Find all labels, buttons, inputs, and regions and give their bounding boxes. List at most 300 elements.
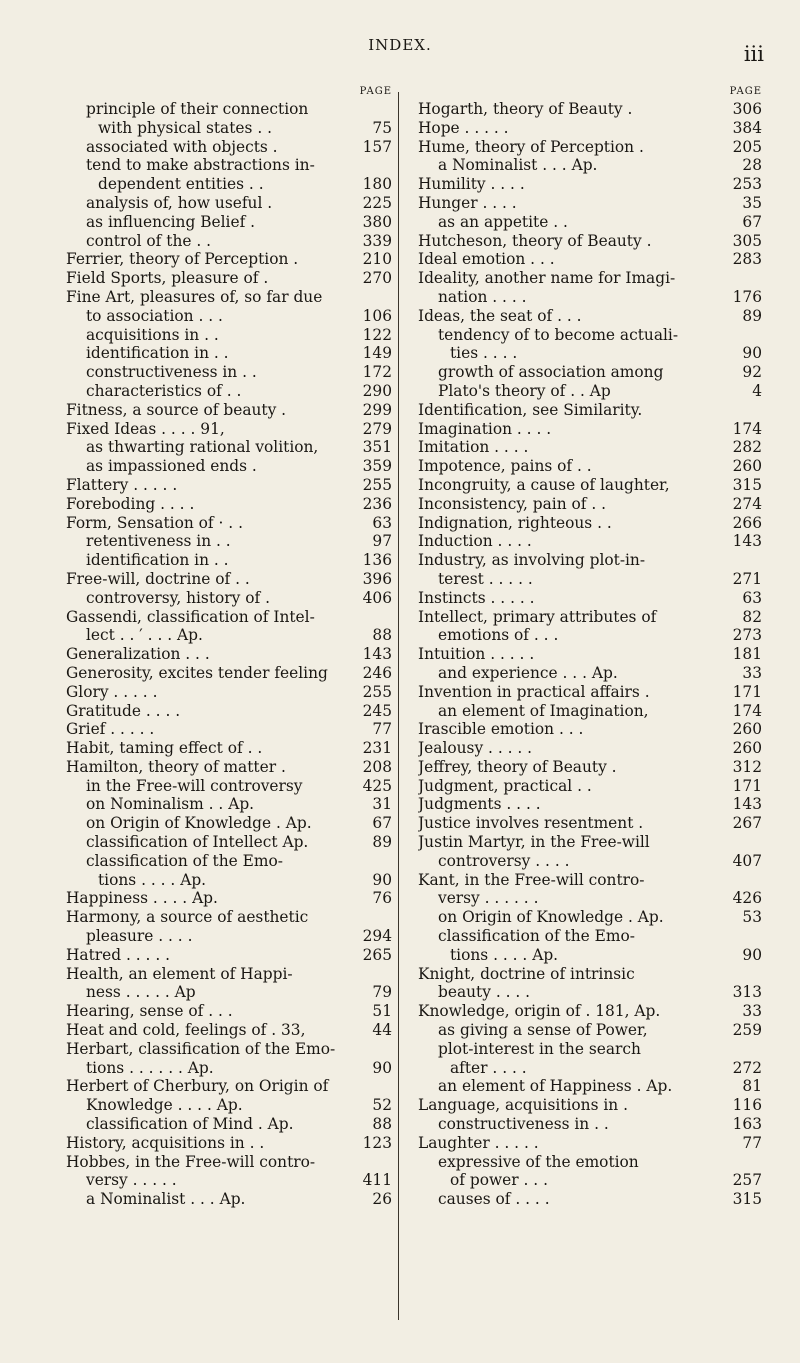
entry-text: Humility . . . . (418, 175, 525, 194)
entry-text: Fine Art, pleasures of, so far due (66, 287, 323, 306)
index-entry (418, 213, 762, 232)
entry-page: 231 (362, 739, 392, 758)
index-entry (418, 119, 762, 138)
entry-text: analysis of, how useful . (86, 193, 273, 212)
entry-text: Grief . . . . . (66, 720, 155, 739)
entry-text: Field Sports, pleasure of . (66, 269, 269, 288)
index-entry (66, 288, 392, 307)
entry-text: Heat and cold, feelings of . 33, (66, 1021, 306, 1040)
entry-text: causes of . . . . (438, 1190, 550, 1209)
entry-text: to association . . . (86, 306, 223, 325)
index-entry (66, 758, 392, 777)
entry-page: 4 (752, 381, 762, 400)
entry-text: Glory . . . . . (66, 682, 158, 701)
index-entry (418, 156, 762, 175)
entry-text: Jealousy . . . . . (418, 739, 533, 758)
entry-page: 163 (732, 1115, 762, 1134)
entry-text: on Origin of Knowledge . Ap. (438, 908, 664, 927)
entry-page: 77 (372, 720, 392, 739)
entry-text: Laughter . . . . . (418, 1133, 539, 1152)
entry-text: ties . . . . (450, 344, 518, 363)
index-entry (418, 927, 762, 946)
entry-page: 210 (362, 250, 392, 269)
index-entry (418, 138, 762, 157)
index-entry (418, 795, 762, 814)
index-entry (66, 344, 392, 363)
entry-page: 253 (732, 175, 762, 194)
index-entry (66, 983, 392, 1002)
entry-page: 171 (732, 776, 762, 795)
index-entry (66, 420, 392, 439)
entry-text: Foreboding . . . . (66, 494, 195, 513)
entry-page: 97 (372, 532, 392, 551)
index-entry (418, 457, 762, 476)
index-entry (66, 100, 392, 119)
entry-page: 136 (362, 551, 392, 570)
entry-page: 176 (732, 287, 762, 306)
entry-page: 279 (362, 419, 392, 438)
entry-page: 315 (732, 475, 762, 494)
entry-page: 82 (742, 607, 762, 626)
index-entry (418, 194, 762, 213)
index-entry (418, 232, 762, 251)
index-entry (66, 871, 392, 890)
entry-text: tions . . . . Ap. (98, 870, 207, 889)
index-entry (66, 852, 392, 871)
entry-page: 257 (732, 1171, 762, 1190)
entry-text: Knowledge, origin of . 181, Ap. (418, 1002, 661, 1021)
entry-text: lect . . ′ . . . Ap. (86, 626, 203, 645)
entry-page: 89 (742, 306, 762, 325)
entry-text: versy . . . . . (86, 1171, 177, 1190)
index-entry (66, 1096, 392, 1115)
index-entry (66, 814, 392, 833)
index-entry (418, 1190, 762, 1209)
index-entry (418, 401, 762, 420)
entry-text: tend to make abstractions in- (86, 156, 315, 175)
index-entry (418, 288, 762, 307)
index-entry (66, 156, 392, 175)
index-entry (418, 1171, 762, 1190)
index-entry (66, 1002, 392, 1021)
entry-page: 282 (732, 438, 762, 457)
entry-text: Ideal emotion . . . (418, 250, 555, 269)
entry-text: with physical states . . (98, 118, 272, 137)
entry-page: 426 (732, 889, 762, 908)
entry-page: 77 (742, 1133, 762, 1152)
entry-text: Hume, theory of Perception . (418, 137, 644, 156)
index-entry (418, 777, 762, 796)
index-entry (66, 476, 392, 495)
entry-text: growth of association among (438, 363, 664, 382)
entry-page: 245 (362, 701, 392, 720)
index-entry (66, 213, 392, 232)
entry-page: 312 (732, 757, 762, 776)
index-entry (418, 702, 762, 721)
index-entry (66, 551, 392, 570)
index-entry (66, 927, 392, 946)
index-entry (66, 795, 392, 814)
entry-text: pleasure . . . . (86, 927, 193, 946)
index-entry (66, 326, 392, 345)
entry-page: 272 (732, 1058, 762, 1077)
entry-page: 33 (742, 1002, 762, 1021)
entry-text: History, acquisitions in . . (66, 1133, 265, 1152)
entry-page: 208 (362, 757, 392, 776)
entry-text: in the Free-will controversy (86, 776, 303, 795)
index-entry (66, 382, 392, 401)
index-entry (418, 683, 762, 702)
index-entry (418, 100, 762, 119)
index-entry (418, 420, 762, 439)
index-entry (418, 438, 762, 457)
entry-page: 260 (732, 739, 762, 758)
entry-page: 172 (362, 363, 392, 382)
index-entry (418, 382, 762, 401)
entry-text: and experience . . . Ap. (438, 663, 618, 682)
entry-text: Generalization . . . (66, 645, 210, 664)
entry-text: classification of Intellect Ap. (86, 833, 309, 852)
index-entry (418, 269, 762, 288)
index-column-right (418, 84, 762, 1209)
entry-page: 255 (362, 682, 392, 701)
entry-text: Hearing, sense of . . . (66, 1002, 233, 1021)
entry-page: 380 (362, 212, 392, 231)
index-entry (66, 1134, 392, 1153)
entry-text: ness . . . . . Ap (86, 983, 196, 1002)
entry-page: 255 (362, 475, 392, 494)
index-entry (418, 589, 762, 608)
entry-page: 28 (742, 156, 762, 175)
entry-text: retentiveness in . . (86, 532, 231, 551)
entry-page: 90 (372, 1058, 392, 1077)
index-entry (66, 119, 392, 138)
entry-text: Irascible emotion . . . (418, 720, 584, 739)
entry-text: Gratitude . . . . (66, 701, 181, 720)
entry-page: 283 (732, 250, 762, 269)
index-entry (66, 702, 392, 721)
entry-text: Knight, doctrine of intrinsic (418, 964, 635, 983)
entry-text: Kant, in the Free-will contro- (418, 870, 645, 889)
index-entry (418, 852, 762, 871)
entry-text: tions . . . . Ap. (450, 945, 559, 964)
index-entry (418, 739, 762, 758)
entry-page: 406 (362, 588, 392, 607)
index-entry (418, 626, 762, 645)
entry-text: emotions of . . . (438, 626, 559, 645)
index-entry (66, 683, 392, 702)
page-column-label: PAGE (359, 86, 392, 97)
entry-text: Knowledge . . . . Ap. (86, 1096, 243, 1115)
index-entry (66, 833, 392, 852)
entry-text: Indignation, righteous . . (418, 513, 612, 532)
entry-page: 384 (732, 118, 762, 137)
entry-page: 79 (372, 983, 392, 1002)
entry-page: 396 (362, 569, 392, 588)
entry-text: nation . . . . (438, 287, 527, 306)
entry-text: beauty . . . . (438, 983, 531, 1002)
entry-text: Industry, as involving plot-in- (418, 551, 646, 570)
index-entry (66, 1171, 392, 1190)
entry-text: as giving a sense of Power, (438, 1021, 648, 1040)
index-entry (66, 175, 392, 194)
entry-text: Judgments . . . . (418, 795, 541, 814)
index-entry (66, 269, 392, 288)
index-entry (418, 908, 762, 927)
index-entry (66, 608, 392, 627)
index-entry-list (418, 100, 762, 1209)
entry-page: 246 (362, 663, 392, 682)
index-entry (66, 645, 392, 664)
entry-page: 51 (372, 1002, 392, 1021)
entry-text: Jeffrey, theory of Beauty . (418, 757, 617, 776)
entry-text: Ferrier, theory of Perception . (66, 250, 299, 269)
entry-text: Justice involves resentment . (418, 814, 644, 833)
index-entry (418, 307, 762, 326)
entry-text: Identification, see Similarity. (418, 400, 643, 419)
entry-text: Hutcheson, theory of Beauty . (418, 231, 652, 250)
index-entry (418, 1002, 762, 1021)
index-entry (418, 833, 762, 852)
index-entry-list (66, 100, 392, 1209)
entry-page: 205 (732, 137, 762, 156)
entry-page: 143 (732, 532, 762, 551)
index-entry (66, 138, 392, 157)
index-entry (66, 250, 392, 269)
entry-text: as an appetite . . (438, 212, 568, 231)
index-entry (418, 551, 762, 570)
page-number: iii (743, 42, 764, 66)
entry-page: 123 (362, 1133, 392, 1152)
index-entry (66, 495, 392, 514)
entry-text: on Nominalism . . Ap. (86, 795, 255, 814)
index-entry (418, 664, 762, 683)
index-entry (418, 570, 762, 589)
index-entry (418, 946, 762, 965)
index-entry (66, 194, 392, 213)
entry-text: acquisitions in . . (86, 325, 219, 344)
entry-text: Hatred . . . . . (66, 945, 171, 964)
entry-page: 339 (362, 231, 392, 250)
entry-page: 180 (362, 175, 392, 194)
index-entry (418, 1096, 762, 1115)
index-entry (418, 1115, 762, 1134)
index-entry (418, 344, 762, 363)
entry-text: Language, acquisitions in . (418, 1096, 628, 1115)
entry-page: 92 (742, 363, 762, 382)
entry-text: tions . . . . . . Ap. (86, 1058, 214, 1077)
index-entry (66, 626, 392, 645)
entry-page: 407 (732, 851, 762, 870)
index-entry (66, 1115, 392, 1134)
entry-page: 90 (742, 344, 762, 363)
entry-page: 88 (372, 1115, 392, 1134)
entry-text: controversy, history of . (86, 588, 270, 607)
index-entry (418, 326, 762, 345)
entry-page: 290 (362, 381, 392, 400)
index-entry (418, 720, 762, 739)
index-entry (66, 965, 392, 984)
entry-page: 425 (362, 776, 392, 795)
index-entry (66, 570, 392, 589)
entry-text: Justin Martyr, in the Free-will (418, 833, 650, 852)
entry-text: classification of Mind . Ap. (86, 1115, 294, 1134)
entry-page: 143 (362, 645, 392, 664)
entry-page: 273 (732, 626, 762, 645)
entry-text: Harmony, a source of aesthetic (66, 908, 309, 927)
index-entry (418, 495, 762, 514)
index-entry (66, 946, 392, 965)
entry-page: 306 (732, 100, 762, 118)
entry-page: 157 (362, 137, 392, 156)
entry-page: 260 (732, 457, 762, 476)
entry-page: 225 (362, 193, 392, 212)
entry-text: Inconsistency, pain of . . (418, 494, 607, 513)
entry-text: Habit, taming effect of . . (66, 739, 263, 758)
entry-page: 81 (742, 1077, 762, 1096)
index-entry (418, 814, 762, 833)
entry-text: versy . . . . . . (438, 889, 539, 908)
entry-text: Hamilton, theory of matter . (66, 757, 286, 776)
entry-text: Fitness, a source of beauty . (66, 400, 287, 419)
index-entry (66, 720, 392, 739)
entry-text: Instincts . . . . . (418, 588, 535, 607)
entry-text: Invention in practical affairs . (418, 682, 650, 701)
index-entry (66, 1059, 392, 1078)
entry-page: 294 (362, 927, 392, 946)
index-entry (66, 777, 392, 796)
index-entry (66, 514, 392, 533)
entry-text: Happiness . . . . Ap. (66, 889, 218, 908)
index-entry (66, 438, 392, 457)
entry-page: 274 (732, 494, 762, 513)
entry-text: characteristics of . . (86, 381, 242, 400)
entry-text: constructiveness in . . (438, 1115, 609, 1134)
entry-page: 259 (732, 1021, 762, 1040)
entry-text: an element of Imagination, (438, 701, 649, 720)
page-title: INDEX. (368, 36, 432, 54)
entry-text: an element of Happiness . Ap. (438, 1077, 673, 1096)
entry-page: 63 (372, 513, 392, 532)
entry-text: principle of their connection (86, 100, 309, 118)
entry-page: 75 (372, 118, 392, 137)
entry-text: associated with objects . (86, 137, 278, 156)
entry-text: Intellect, primary attributes of (418, 607, 657, 626)
entry-text: tendency of to become actuali- (438, 325, 679, 344)
entry-text: after . . . . (450, 1058, 527, 1077)
entry-page: 270 (362, 269, 392, 288)
index-column-left (66, 84, 392, 1209)
entry-page: 63 (742, 588, 762, 607)
index-entry (66, 532, 392, 551)
index-entry (418, 1077, 762, 1096)
index-entry (418, 1021, 762, 1040)
entry-text: Hunger . . . . (418, 193, 517, 212)
entry-page: 299 (362, 400, 392, 419)
entry-page: 90 (372, 870, 392, 889)
index-entry (66, 1040, 392, 1059)
entry-text: a Nominalist . . . Ap. (438, 156, 598, 175)
index-entry (418, 532, 762, 551)
entry-text: Gassendi, classification of Intel- (66, 607, 315, 626)
entry-page: 174 (732, 419, 762, 438)
entry-text: Incongruity, a cause of laughter, (418, 475, 670, 494)
index-entry (418, 758, 762, 777)
entry-text: Form, Sensation of · . . (66, 513, 243, 532)
entry-page: 35 (742, 193, 762, 212)
index-entry (418, 1134, 762, 1153)
entry-page: 143 (732, 795, 762, 814)
entry-page: 181 (732, 645, 762, 664)
entry-page: 44 (372, 1021, 392, 1040)
index-entry (418, 889, 762, 908)
entry-text: dependent entities . . (98, 175, 264, 194)
index-entry (418, 983, 762, 1002)
entry-page: 88 (372, 626, 392, 645)
entry-page: 315 (732, 1190, 762, 1209)
entry-text: as impassioned ends . (86, 457, 257, 476)
index-entry (66, 889, 392, 908)
entry-text: Free-will, doctrine of . . (66, 569, 250, 588)
entry-page: 359 (362, 457, 392, 476)
entry-text: Ideality, another name for Imagi- (418, 269, 676, 288)
entry-page: 67 (372, 814, 392, 833)
index-entry (66, 739, 392, 758)
entry-text: terest . . . . . (438, 569, 533, 588)
index-entry (418, 363, 762, 382)
entry-text: Generosity, excites tender feeling (66, 663, 328, 682)
entry-text: on Origin of Knowledge . Ap. (86, 814, 312, 833)
entry-page: 267 (732, 814, 762, 833)
entry-page: 53 (742, 908, 762, 927)
entry-page: 305 (732, 231, 762, 250)
index-entry (418, 1059, 762, 1078)
index-entry (418, 250, 762, 269)
index-entry (66, 363, 392, 382)
index-entry (418, 514, 762, 533)
index-entry (418, 965, 762, 984)
entry-text: Hobbes, in the Free-will contro- (66, 1152, 316, 1171)
entry-text: classification of the Emo- (438, 927, 635, 946)
entry-text: Judgment, practical . . (418, 776, 592, 795)
index-entry (66, 1021, 392, 1040)
entry-text: constructiveness in . . (86, 363, 257, 382)
entry-page: 171 (732, 682, 762, 701)
entry-text: Herbart, classification of the Emo- (66, 1039, 336, 1058)
entry-text: Fixed Ideas . . . . 91, (66, 419, 225, 438)
entry-page: 67 (742, 212, 762, 231)
entry-text: classification of the Emo- (86, 851, 283, 870)
entry-text: Plato's theory of . . Ap (438, 381, 611, 400)
entry-page: 149 (362, 344, 392, 363)
entry-text: Imagination . . . . (418, 419, 552, 438)
entry-page: 89 (372, 833, 392, 852)
index-entry (66, 1153, 392, 1172)
index-entry (66, 232, 392, 251)
entry-page: 260 (732, 720, 762, 739)
entry-page: 76 (372, 889, 392, 908)
entry-page: 236 (362, 494, 392, 513)
entry-text: Imitation . . . . (418, 438, 529, 457)
index-entry (66, 1190, 392, 1209)
index-entry (66, 1077, 392, 1096)
entry-page: 313 (732, 983, 762, 1002)
index-entry (66, 664, 392, 683)
entry-text: as thwarting rational volition, (86, 438, 319, 457)
entry-page: 90 (742, 945, 762, 964)
entry-page: 33 (742, 663, 762, 682)
column-divider (398, 92, 399, 1320)
